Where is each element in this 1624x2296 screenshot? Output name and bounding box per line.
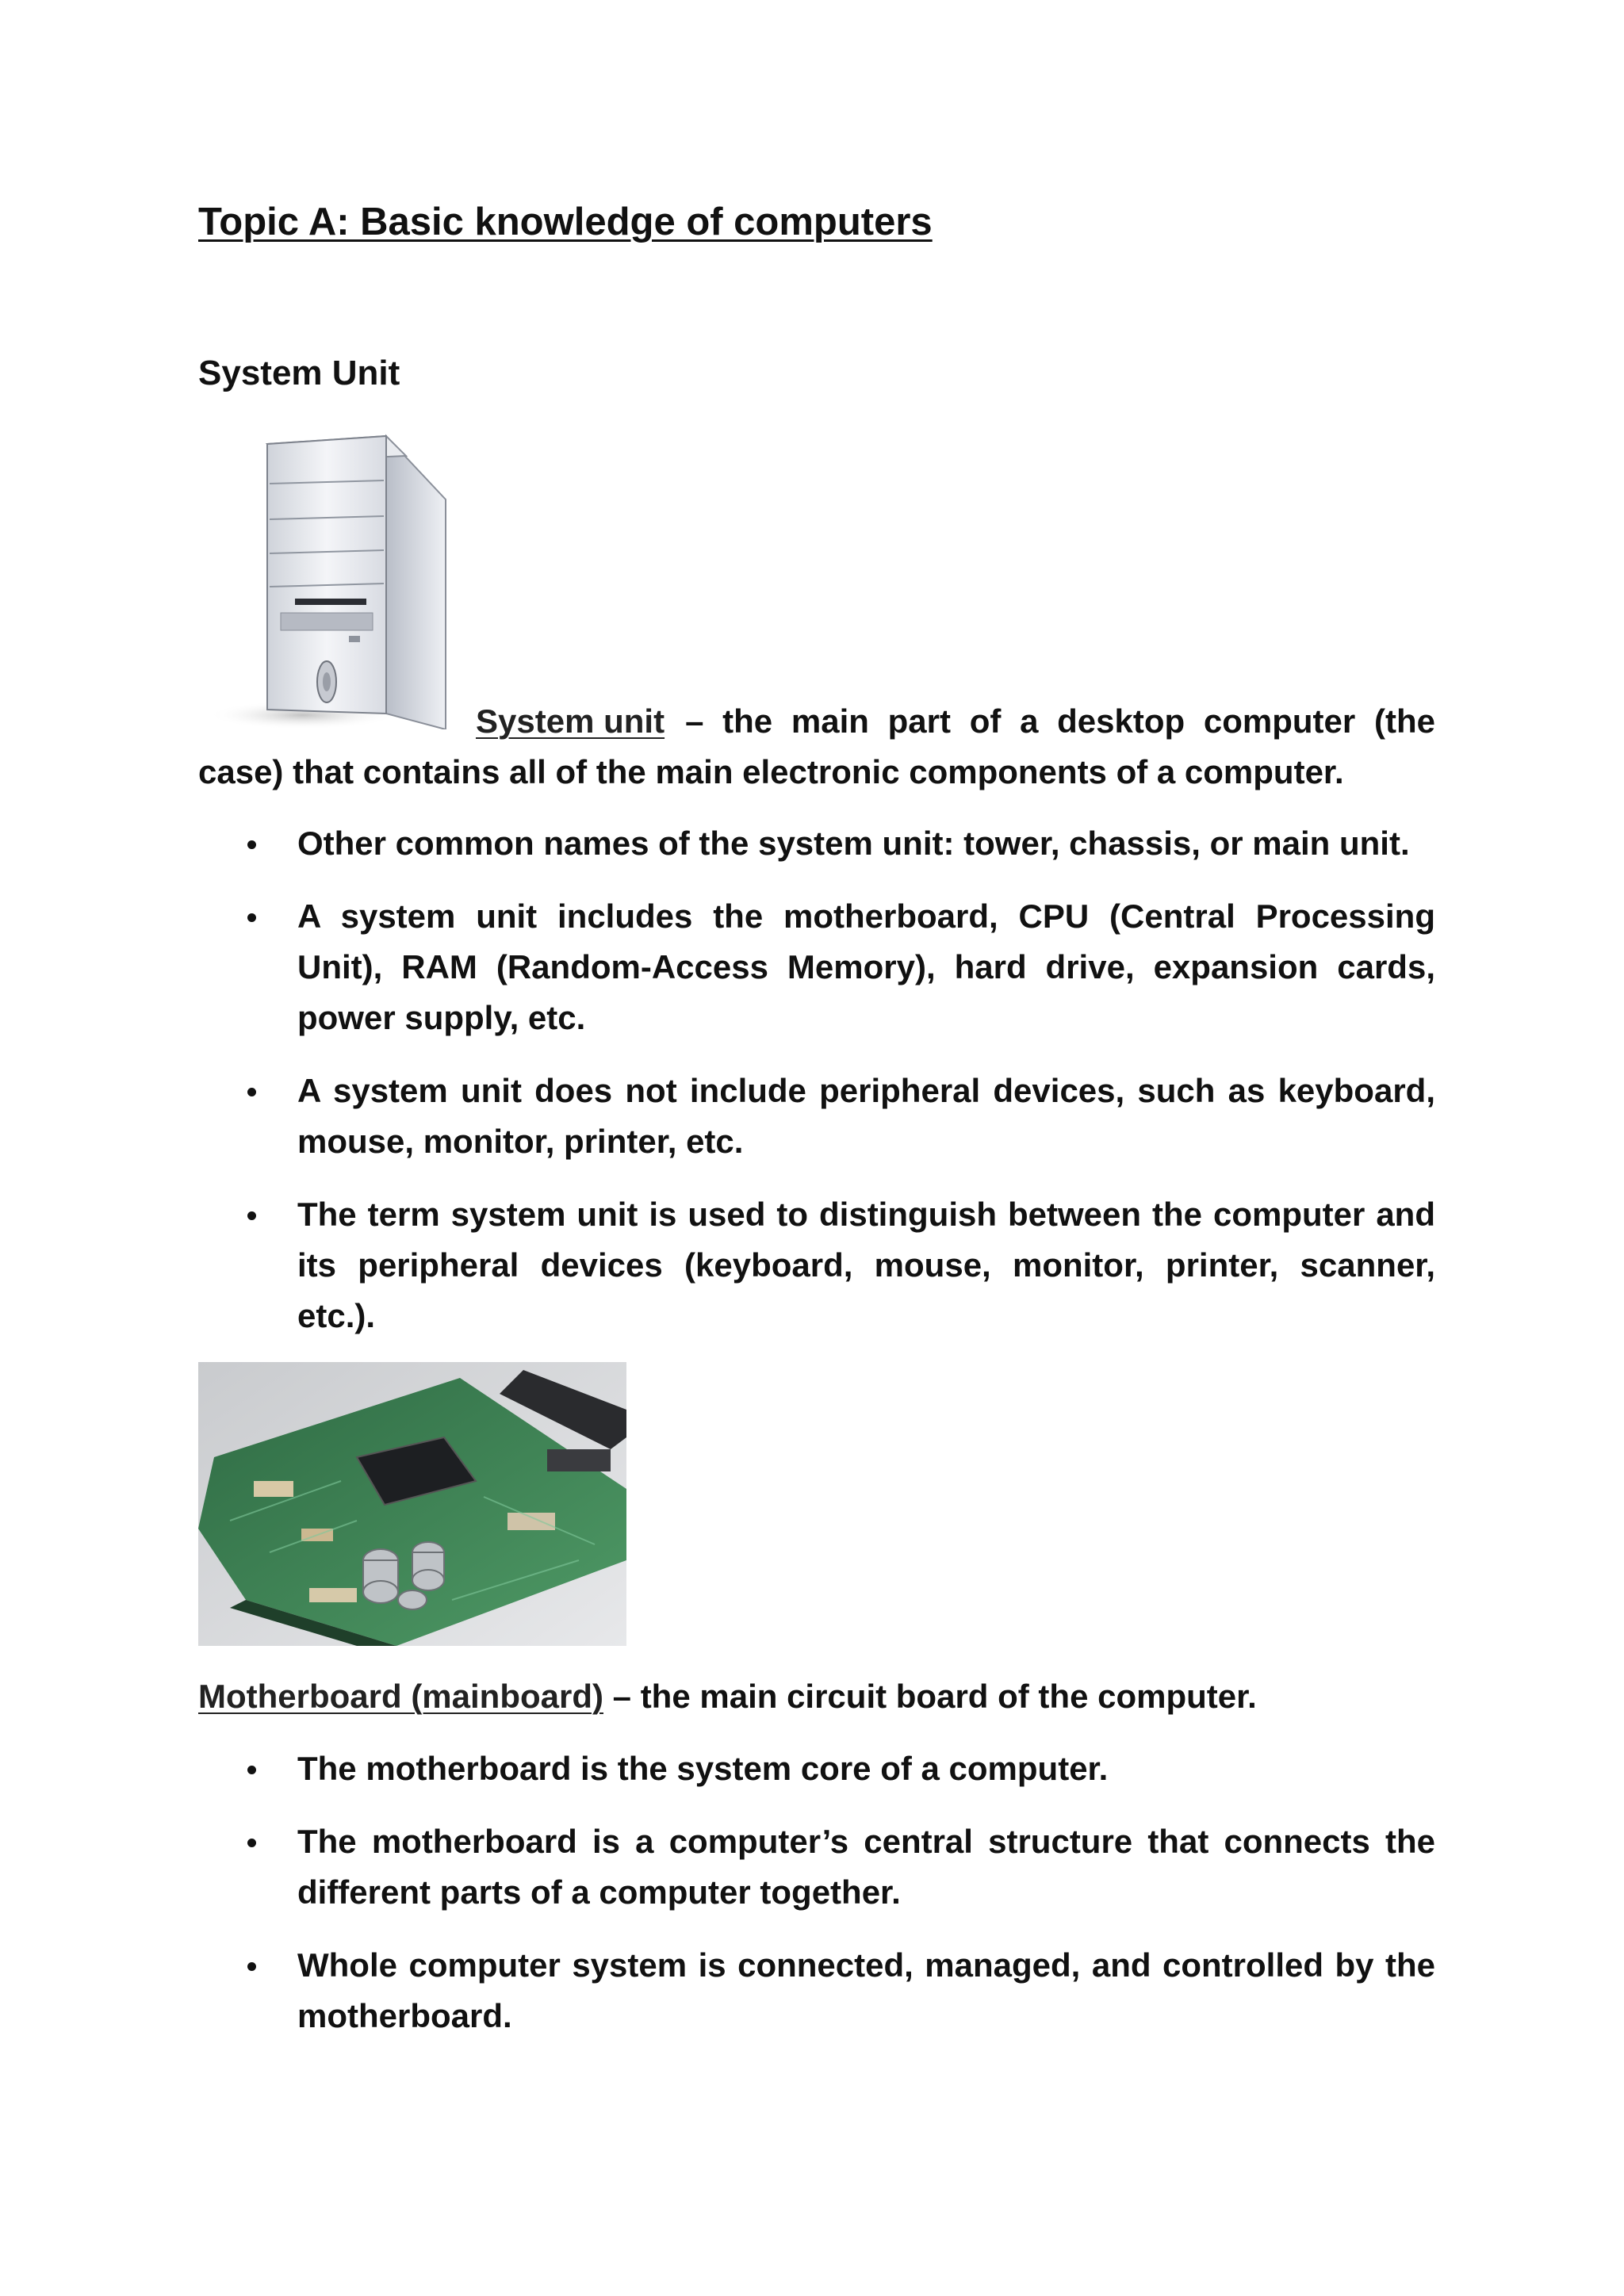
list-item: A system unit includes the motherboard, CPU (Central Processing Unit), RAM (Random-Access Memory), hard drive, expansion cards, power supply, etc. — [198, 891, 1435, 1043]
bullet-icon — [247, 913, 256, 922]
computer-tower-icon — [208, 420, 469, 729]
motherboard-definition-text: – the main circuit board of the computer. — [612, 1678, 1257, 1715]
motherboard-bullet-list — [198, 1743, 1435, 2064]
list-item: Other common names of the system unit: tower, chassis, or main unit. — [198, 818, 1435, 869]
motherboard-term-link[interactable]: Motherboard (mainboard) — [198, 1678, 603, 1715]
system-unit-heading: System Unit — [198, 354, 400, 392]
bullet-icon — [247, 1211, 256, 1220]
bullet-icon — [247, 1962, 256, 1971]
system-unit-definition — [198, 696, 1435, 798]
circuit-board-icon — [198, 1362, 626, 1646]
list-item: The term system unit is used to distinguish between the computer and its peripheral devices (keyboard, mouse, monitor, printer, scanner, etc.). — [198, 1189, 1435, 1341]
bullet-icon — [247, 1766, 256, 1774]
definition-second-line: case) that contains all of the main electronic components of a computer. — [198, 753, 1344, 790]
list-item: A system unit does not include peripheral devices, such as keyboard, mouse, monitor, printer, etc. — [198, 1066, 1435, 1167]
motherboard-definition — [198, 1671, 1257, 1722]
list-item: The motherboard is the system core of a computer. — [198, 1743, 1435, 1794]
system-unit-term-link[interactable]: System unit — [476, 702, 665, 740]
definition-first-line-text: – the main part of a desktop computer (the — [685, 702, 1435, 740]
list-item: Whole computer system is connected, managed, and controlled by the motherboard. — [198, 1940, 1435, 2042]
list-item: The motherboard is a computer’s central structure that connects the different parts of a computer together. — [198, 1816, 1435, 1918]
bullet-icon — [247, 1088, 256, 1096]
bullet-icon — [247, 840, 256, 849]
definition-first-line — [476, 696, 1435, 747]
bullet-icon — [247, 1839, 256, 1847]
system-unit-bullet-list — [198, 818, 1435, 1364]
page-title: Topic A: Basic knowledge of computers — [198, 201, 933, 243]
